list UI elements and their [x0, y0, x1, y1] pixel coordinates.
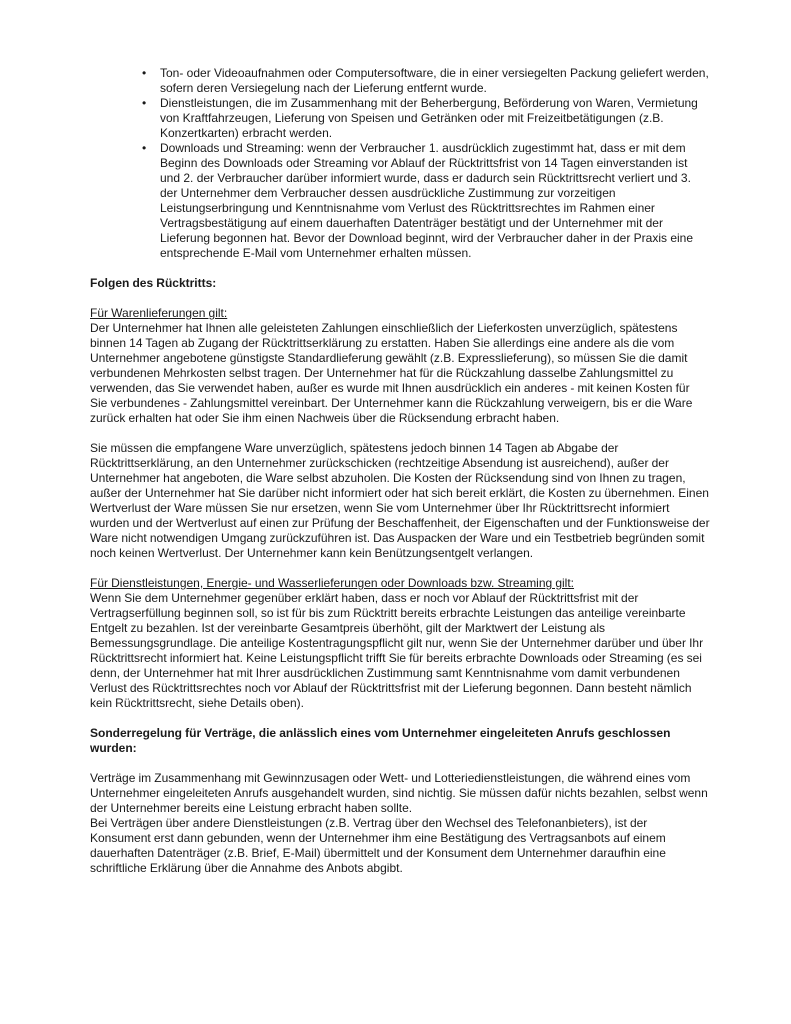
bullet-icon: • [142, 96, 147, 110]
paragraph-warenlieferungen-1: Der Unternehmer hat Ihnen alle geleisteten Zahlungen einschließlich der Lieferkosten unverzüglich, spätestens binnen 14 Tagen ab Zugang der Rücktrittserklärung zu erstatten. Haben Sie allerdings eine andere als die vom Unternehmer angebotene günstigste Standardlieferung gewählt (z.B. Expresslieferung), so müssen Sie die damit verbundenen Mehrkosten selbst tragen. Der Unternehmer hat für die Rückzahlung dasselbe Zahlungsmittel zu verwenden, das Sie verwendet haben, außer es wurde mit Ihnen ausdrücklich ein anderes - mit keinen Kosten für Sie verbundenes - Zahlungsmittel vereinbart. Der Unternehmer kann die Rückzahlung verweigern, bis er die Ware zurück erhalten hat oder Sie ihm einen Nachweis über die Rücksendung erbracht haben. [90, 321, 693, 425]
paragraph-dienstleistungen: Wenn Sie dem Unternehmer gegenüber erklärt haben, dass er noch vor Ablauf der Rücktrittsfrist mit der Vertragserfüllung beginnen soll, so ist für bis zum Rücktritt bereits erbrachte Leistungen das anteilige vereinbarte Entgelt zu bezahlen. Ist der vereinbarte Gesamtpreis überhöht, gilt der Marktwert der Leistung als Bemessungsgrundlage. Die anteilige Kostentragungspflicht gilt nur, wenn Sie der Unternehmer darüber und über Ihr Rücktrittsrecht informiert hat. Keine Leistungspflicht trifft Sie für bereits erbrachte Downloads oder Streaming (es sei denn, der Unternehmer hat mit Ihrer ausdrücklichen Zustimmung samt Kenntnisnahme vom damit verbundenen Verlust des Rücktrittsrechtes noch vor Ablauf der Rücktrittsfrist mit der Lieferung begonnen. Dann besteht nämlich kein Rücktrittsrecht, siehe Details oben). [90, 591, 704, 710]
subheading-dienstleistungen: Für Dienstleistungen, Energie- und Wasserlieferungen oder Downloads bzw. Streaming gilt: [90, 576, 575, 590]
paragraph-anruf-2: Bei Verträgen über andere Dienstleistungen (z.B. Vertrag über den Wechsel des Telefonanbieters), ist der Konsument erst dann gebunden, wenn der Unternehmer ihm eine Bestätigung des Vertragsanbots auf einem dauerhaften Datenträger (z.B. Brief, E-Mail) übermittelt und der Konsument dem Unternehmer daraufhin eine schriftliche Erklärung über die Annahme des Anbots abgibt. [90, 816, 666, 875]
heading-folgen-des-ruecktritts: Folgen des Rücktritts: [90, 276, 217, 290]
list-item [90, 141, 710, 261]
list-item [90, 96, 710, 141]
bullet-text-downloads-streaming: Downloads und Streaming: wenn der Verbraucher 1. ausdrücklich zugestimmt hat, dass er mit dem Beginn des Downloads oder Streaming vor Ablauf der Rücktrittsfrist von 14 Tagen einverstanden ist und 2. der Verbraucher darüber informiert wurde, dass er dadurch sein Rücktrittsrecht verliert und 3. der Unternehmer dem Verbraucher dessen ausdrückliche Zustimmung zur vorzeitigen Leistungserbringung und Kenntnisnahme vom Verlust des Rücktrittsrechtes im Rahmen einer Vertragsbestätigung auf einem dauerhaften Datenträger bestätigt und der Unternehmer mit der Lieferung begonnen hat. Bevor der Download beginnt, wird der Verbraucher daher in der Praxis eine entsprechende E-Mail vom Unternehmer erhalten müssen. [160, 141, 694, 260]
bullet-icon: • [142, 141, 147, 155]
list-item [90, 66, 710, 96]
document-content [90, 66, 710, 876]
exceptions-bullet-list [90, 66, 710, 261]
paragraph-warenlieferungen-2: Sie müssen die empfangene Ware unverzüglich, spätestens jedoch binnen 14 Tagen ab Abgabe der Rücktrittserklärung, an den Unternehmer zurückschicken (rechtzeitige Absendung ist ausreichend), außer der Unternehmer hat angeboten, die Ware selbst abzuholen. Die Kosten der Rücksendung sind von Ihnen zu tragen, außer der Unternehmer hat Sie darüber nicht informiert oder hat sich bereit erklärt, die Kosten zu übernehmen. Einen Wertverlust der Ware müssen Sie nur ersetzen, wenn Sie vom Unternehmer über Ihr Rücktrittsrecht informiert wurden und der Wertverlust auf einen zur Prüfung der Beschaffenheit, der Eigenschaften und der Funktionsweise der Ware nicht notwendigen Umgang zurückzuführen ist. Das Auspacken der Ware und ein Testbetrieb begründen somit noch keinen Wertverlust. Der Unternehmer kann kein Benützungsentgelt verlangen. [90, 441, 710, 560]
bullet-text-services: Dienstleistungen, die im Zusammenhang mit der Beherbergung, Beförderung von Waren, Vermietung von Kraftfahrzeugen, Lieferung von Speisen und Getränken oder mit Freizeitbetätigungen (z.B. Konzertkarten) erbracht werden. [160, 96, 698, 140]
bullet-icon: • [142, 66, 147, 80]
heading-sonderregelung: Sonderregelung für Verträge, die anlässlich eines vom Unternehmer eingeleiteten Anrufs geschlossen wurden: [90, 726, 671, 755]
subheading-warenlieferungen: Für Warenlieferungen gilt: [90, 306, 228, 320]
paragraph-anruf-1: Verträge im Zusammenhang mit Gewinnzusagen oder Wett- und Lotteriedienstleistungen, die während eines vom Unternehmer eingeleiteten Anrufs ausgehandelt wurden, sind nichtig. Sie müssen dafür nichts bezahlen, selbst wenn der Unternehmer bereits eine Leistung erbracht haben sollte. [90, 771, 708, 815]
bullet-text-recordings: Ton- oder Videoaufnahmen oder Computersoftware, die in einer versiegelten Packung geliefert werden, sofern deren Versiegelung nach der Lieferung entfernt wurde. [160, 66, 709, 95]
